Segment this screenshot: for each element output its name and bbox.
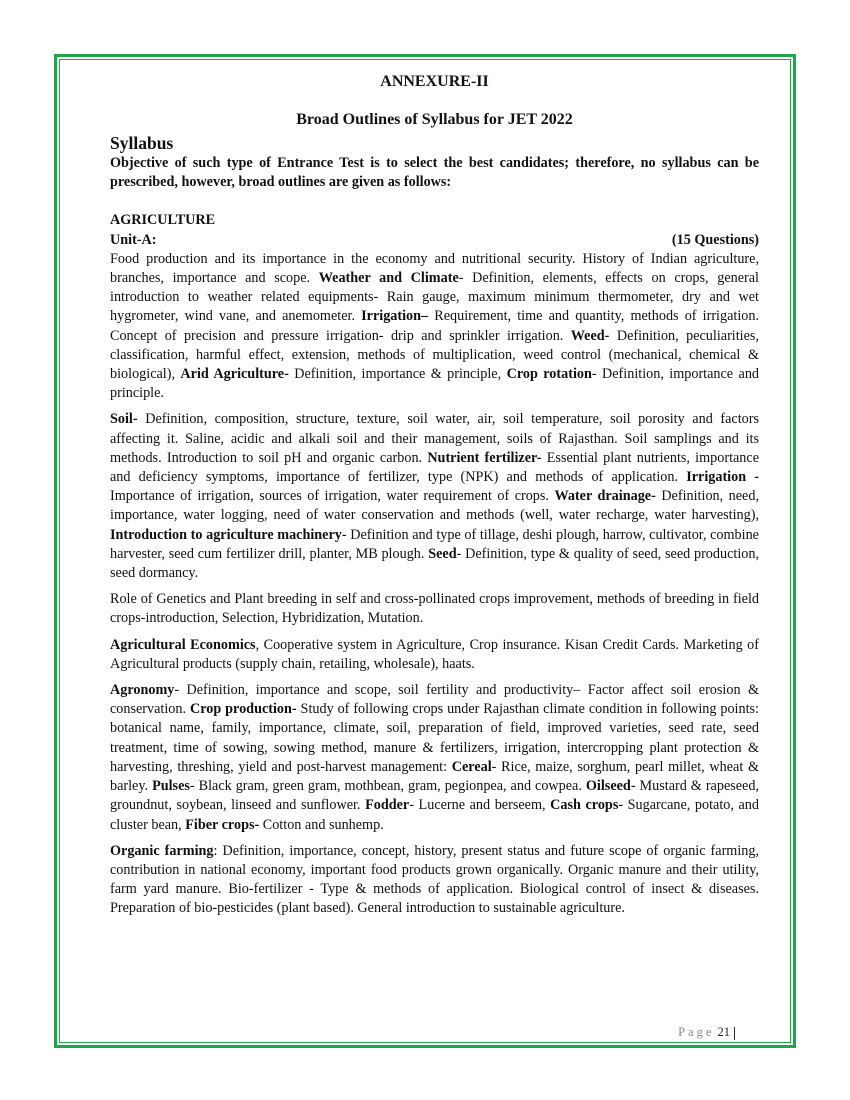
objective-text: Objective of such type of Entrance Test is to select the best candidates; therefore, no syllabus can be prescribed, however, broad outlines are given as follows:: [110, 155, 759, 191]
term-fiber-crops: Fiber crops-: [185, 816, 260, 833]
syllabus-heading: Syllabus: [110, 133, 174, 153]
text: - Sugarcane, potato, and cluster bean,: [110, 797, 759, 833]
term-fodder: Fodder: [365, 797, 410, 814]
term-weed: Weed-: [570, 327, 610, 344]
question-count: (15 Questions): [671, 231, 759, 248]
page-footer: [600, 1025, 735, 1040]
term-irrigation: Irrigation–: [361, 308, 429, 325]
text: - Rice, maize, sorghum, pearl millet, wheat & barley.: [110, 758, 759, 795]
paragraph-organic-farming: [110, 842, 759, 919]
paragraph-genetics: Role of Genetics and Plant breeding in self and cross-pollinated crops improvement, methods of breeding in field crops-introduction, Selection, Hybridization, Mutation.: [110, 591, 759, 627]
text: Essential plant nutrients, importance and deficiency symptoms, importance of fertilizer, type (NPK) and methods of application.: [110, 449, 759, 486]
term-cereal: Cereal: [451, 758, 492, 775]
unit-heading-row: [110, 231, 759, 250]
text: - Definition, type & quality of seed, seed production, seed dormancy.: [110, 545, 759, 582]
term-oilseed: Oilseed: [585, 778, 631, 795]
page-number: 21: [717, 1025, 730, 1039]
term-water-drainage: Water drainage-: [554, 488, 656, 505]
paragraph-economics: [110, 636, 759, 674]
text: Study of following crops under Rajasthan climate condition in following points: botanical name, family, importance, climate, soil, preparation of field, improved varieties, seed rate, seed treatment, time of sowing, sowing method, manure & fertilizers, irrigation, intercropping plant protection & harvesting, threshing, yield and post-harvest management:: [110, 701, 760, 775]
paragraph-basics: [110, 250, 759, 404]
term-agriculture-machinery: Introduction to agriculture machinery: [110, 526, 342, 543]
text: - Mustard & rapeseed, groundnut, soybean, linseed and sunflower.: [110, 778, 760, 814]
term-crop-production: Crop production-: [189, 701, 297, 718]
term-pulses: Pulses: [152, 778, 190, 795]
term-soil: Soil-: [110, 411, 138, 428]
page-label: Page: [678, 1025, 715, 1039]
text: Definition, need, importance, water logging, need of water conservation and methods (well, water recharge, water harvesting),: [110, 488, 759, 524]
document-body: [110, 68, 759, 926]
text: - Definition and type of tillage, deshi plough, harrow, cultivator, combine harvester, seed cum fertilizer drill, planter, MB plough.: [110, 526, 759, 562]
term-irrigation-2: Irrigation -: [686, 469, 759, 486]
paragraph-agronomy: [110, 681, 759, 835]
text: - Lucerne and berseem,: [409, 797, 551, 814]
section-heading: AGRICULTURE: [110, 212, 216, 229]
term-arid-agriculture: Arid Agriculture-: [180, 366, 289, 383]
text: Cotton and sunhemp.: [259, 816, 384, 833]
term-agricultural-economics: Agricultural Economics: [110, 636, 256, 653]
text: : Definition, importance, concept, history, present status and future scope of organic farming, contribution in national economy, important food products grown organically. Organic manure and their utility, farm yard manure. Bio-fertilizer - Type & methods of application. Biological control of insect & diseases. Preparation of bio-pesticides (plant based). General introduction to sustainable agriculture.: [110, 842, 760, 917]
text: Requirement, time and quantity, methods of irrigation. Concept of precision and pressure irrigation- drip and sprinkler irrigation.: [110, 308, 759, 344]
term-cash-crops: Cash crops: [550, 797, 619, 814]
text: - Definition, importance and scope, soil fertility and productivity– Factor affect soil erosion & conservation.: [110, 682, 759, 718]
text: Definition, importance & principle,: [288, 366, 507, 383]
document-title: Broad Outlines of Syllabus for JET 2022: [296, 111, 573, 128]
term-nutrient-fertilizer: Nutrient fertilizer-: [427, 449, 542, 466]
text: , Cooperative system in Agriculture, Crop insurance. Kisan Credit Cards. Marketing of Agricultural products (supply chain, retailing, wholesale), haats.: [110, 636, 759, 672]
text: - Definition, importance and principle.: [110, 366, 760, 402]
text: Definition, peculiarities, classification, harmful effect, extension, methods of multiplication, weed control (mechanical, chemical & biological),: [110, 327, 759, 383]
unit-label: Unit-A:: [110, 231, 157, 248]
term-crop-rotation: Crop rotation: [506, 366, 592, 383]
term-seed: Seed: [428, 545, 457, 562]
annexure-heading: ANNEXURE-II: [380, 73, 489, 90]
term-organic-farming: Organic farming: [110, 842, 214, 859]
term-agronomy: Agronomy: [110, 682, 175, 699]
text: Definition, composition, structure, texture, soil water, air, soil temperature, soil porosity and factors affecting it. Saline, acidic and alkali soil and their management, soils of Rajasthan. Soil samplings and its methods. Introduction to soil pH and organic carbon.: [110, 411, 759, 466]
text: - Black gram, green gram, mothbean, gram, pegionpea, and cowpea.: [189, 778, 586, 795]
text: - Definition, elements, effects on crops, general introduction to weather related equipments- Rain gauge, maximum minimum thermometer, dry and wet hygrometer, wind vane, and anemometer.: [110, 270, 759, 325]
term-weather-climate: Weather and Climate: [318, 270, 459, 287]
text: Importance of irrigation, sources of irrigation, water requirement of crops.: [110, 488, 555, 505]
paragraph-soil: [110, 410, 759, 583]
footer-divider: [734, 1027, 735, 1040]
text: Food production and its importance in the economy and nutritional security. History of Indian agriculture, branches, importance and scope.: [110, 250, 759, 287]
